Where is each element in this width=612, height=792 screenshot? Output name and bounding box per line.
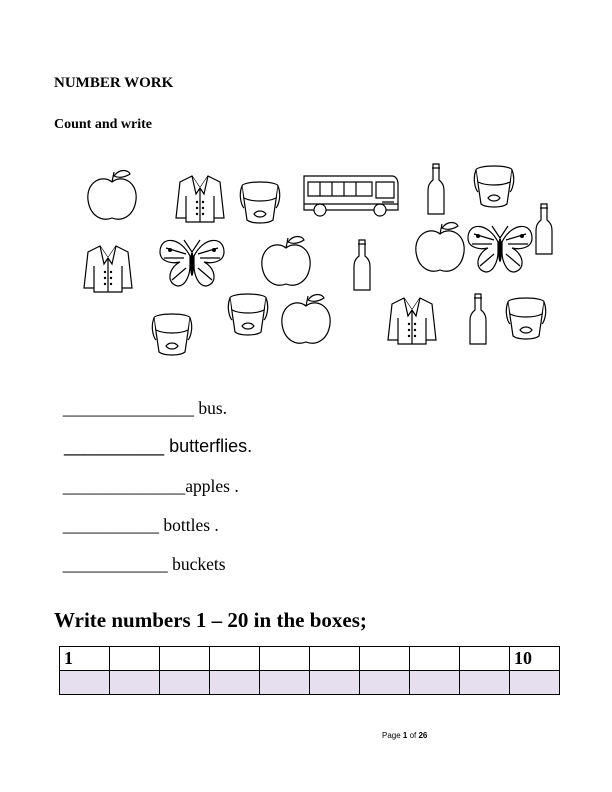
coat-icon bbox=[176, 176, 224, 222]
grid-cell[interactable]: 1 bbox=[60, 647, 110, 671]
bucket-icon bbox=[506, 298, 545, 339]
grid-row bbox=[60, 647, 560, 671]
apple-icon bbox=[282, 295, 330, 344]
count-line-bus bbox=[54, 377, 227, 419]
grid-cell[interactable] bbox=[460, 671, 510, 695]
count-line-apples bbox=[54, 455, 239, 497]
grid-cell[interactable] bbox=[410, 671, 460, 695]
answer-blank[interactable]: _______________ bbox=[62, 398, 194, 418]
grid-title: Write numbers 1 – 20 in the boxes; bbox=[54, 608, 367, 632]
answer-blank[interactable]: ___________ bbox=[62, 515, 159, 535]
grid-cell[interactable] bbox=[210, 671, 260, 695]
grid-cell[interactable] bbox=[260, 671, 310, 695]
butterfly-icon bbox=[160, 240, 224, 286]
answer-blank[interactable]: __________ bbox=[64, 436, 165, 456]
bucket-icon bbox=[240, 182, 279, 223]
item-label: buckets bbox=[167, 554, 226, 574]
page-middle: of bbox=[407, 731, 419, 740]
page-number bbox=[382, 731, 427, 740]
grid-cell[interactable]: 10 bbox=[510, 647, 560, 671]
butterfly-icon bbox=[468, 226, 532, 272]
grid-cell[interactable] bbox=[410, 647, 460, 671]
grid-cell[interactable] bbox=[160, 671, 210, 695]
count-line-buckets bbox=[54, 533, 226, 575]
grid-cell[interactable] bbox=[310, 671, 360, 695]
answer-blank[interactable]: ______________ bbox=[62, 476, 186, 496]
grid-cell[interactable] bbox=[460, 647, 510, 671]
grid-cell[interactable] bbox=[60, 671, 110, 695]
grid-cell[interactable] bbox=[360, 647, 410, 671]
number-grid bbox=[59, 646, 560, 695]
grid-cell[interactable] bbox=[310, 647, 360, 671]
bottle-icon bbox=[536, 204, 552, 254]
item-label: butterflies. bbox=[164, 436, 253, 456]
grid-cell[interactable] bbox=[260, 647, 310, 671]
grid-cell[interactable] bbox=[110, 647, 160, 671]
page-total: 26 bbox=[418, 731, 428, 740]
count-line-butterflies bbox=[54, 415, 252, 457]
item-label: bus. bbox=[194, 398, 228, 418]
grid-cell[interactable] bbox=[210, 647, 260, 671]
grid-cell[interactable] bbox=[110, 671, 160, 695]
apple-icon bbox=[416, 223, 464, 272]
bucket-icon bbox=[152, 314, 191, 355]
page-prefix: Page bbox=[382, 731, 403, 740]
grid-cell[interactable] bbox=[160, 647, 210, 671]
bottle-icon bbox=[428, 164, 444, 214]
page-heading: NUMBER WORK bbox=[54, 75, 174, 91]
section-subheading: Count and write bbox=[54, 117, 153, 132]
counting-pictures bbox=[80, 160, 560, 360]
bucket-icon bbox=[228, 294, 267, 335]
apple-icon bbox=[262, 237, 310, 286]
coat-icon bbox=[388, 298, 436, 344]
grid-cell[interactable] bbox=[360, 671, 410, 695]
coat-icon bbox=[84, 246, 132, 292]
bottle-icon bbox=[354, 240, 370, 290]
bus-icon bbox=[304, 176, 398, 216]
grid-cell[interactable] bbox=[510, 671, 560, 695]
answer-blank[interactable]: ____________ bbox=[62, 554, 168, 574]
grid-row bbox=[60, 671, 560, 695]
bucket-icon bbox=[474, 166, 513, 207]
apple-icon bbox=[88, 171, 136, 220]
page-current: 1 bbox=[402, 731, 408, 740]
count-line-bottles bbox=[54, 494, 219, 536]
bottle-icon bbox=[470, 294, 486, 344]
item-label: bottles . bbox=[159, 515, 219, 535]
item-label: apples . bbox=[185, 476, 239, 496]
